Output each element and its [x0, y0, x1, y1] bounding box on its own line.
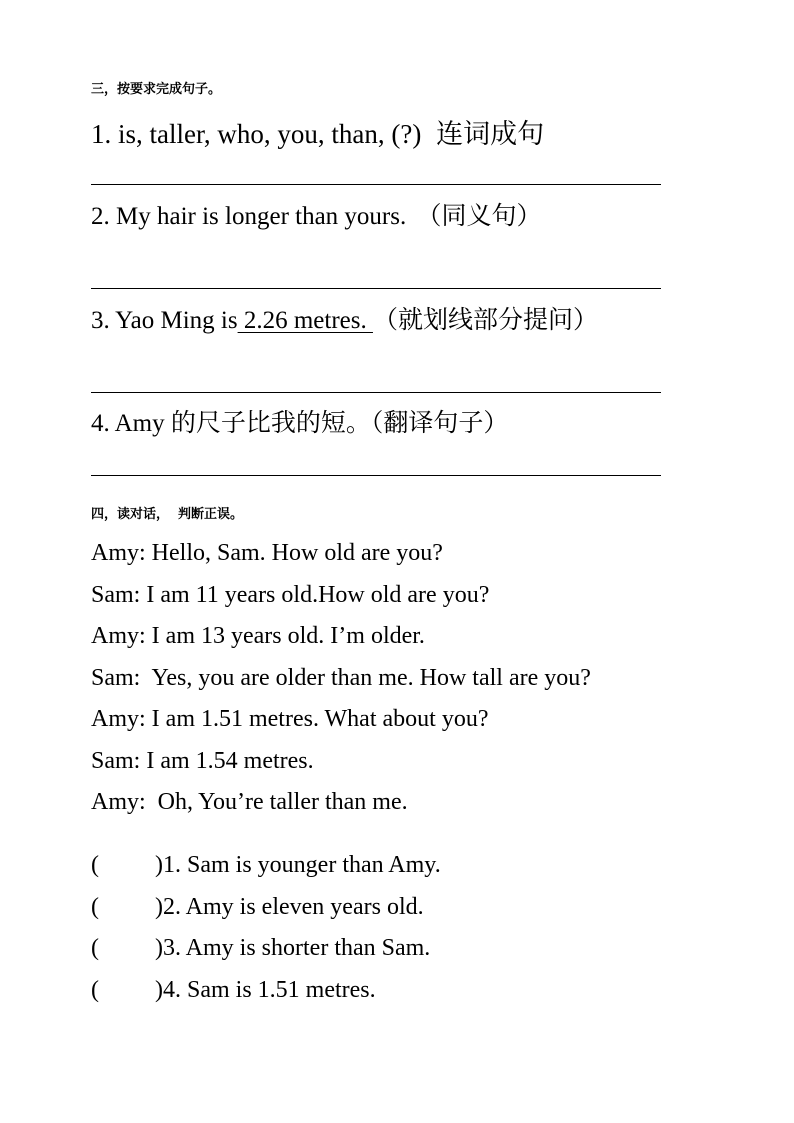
question-2-note: （同义句） — [416, 203, 542, 230]
question-4-text: 4. Amy 的尺子比我的短。 — [91, 410, 371, 437]
judgment-text: )2. Amy is eleven years old. — [155, 894, 424, 920]
judgment-item — [91, 894, 424, 921]
answer-bracket[interactable]: ( — [91, 935, 99, 961]
judgment-item — [91, 977, 376, 1004]
answer-line-2 — [91, 288, 661, 289]
dialogue-line: Amy: Hello, Sam. How old are you? — [91, 540, 443, 566]
section-3-heading: 三，按要求完成句子。 — [91, 82, 222, 97]
question-2-text: 2. My hair is longer than yours. — [91, 203, 407, 230]
answer-bracket[interactable]: ( — [91, 894, 99, 920]
section-4-heading: 四，读对话， 判断正误。 — [91, 507, 244, 522]
judgment-text: )3. Amy is shorter than Sam. — [155, 935, 431, 961]
question-3-underlined: 2.26 metres. — [237, 307, 373, 334]
judgment-text: )4. Sam is 1.51 metres. — [155, 977, 376, 1003]
answer-line-4 — [91, 475, 661, 476]
answer-bracket[interactable]: ( — [91, 852, 99, 878]
question-2 — [91, 196, 542, 232]
question-1 — [91, 112, 544, 151]
answer-line-3 — [91, 392, 661, 393]
dialogue-line: Amy: I am 1.51 metres. What about you? — [91, 706, 489, 732]
answer-bracket[interactable]: ( — [91, 977, 99, 1003]
dialogue-line: Sam: I am 11 years old.How old are you? — [91, 582, 490, 608]
question-1-note: 连词成句 — [436, 119, 545, 149]
question-3 — [91, 300, 598, 336]
dialogue-line: Sam: I am 1.54 metres. — [91, 748, 314, 774]
judgment-text: )1. Sam is younger than Amy. — [155, 852, 441, 878]
dialogue-line: Sam: Yes, you are older than me. How tall are you? — [91, 665, 591, 691]
judgment-item — [91, 852, 441, 879]
question-4-note: （翻译句子） — [370, 410, 509, 437]
question-3-prefix: 3. Yao Ming is — [91, 307, 238, 334]
dialogue-line: Amy: Oh, You’re taller than me. — [91, 789, 408, 815]
question-1-text: 1. is, taller, who, you, than, (?) — [91, 119, 422, 149]
answer-line-1 — [91, 184, 661, 185]
question-4 — [91, 403, 508, 439]
dialogue-line: Amy: I am 13 years old. I’m older. — [91, 623, 425, 649]
judgment-item — [91, 935, 430, 962]
question-3-note: （就划线部分提问） — [372, 307, 598, 334]
